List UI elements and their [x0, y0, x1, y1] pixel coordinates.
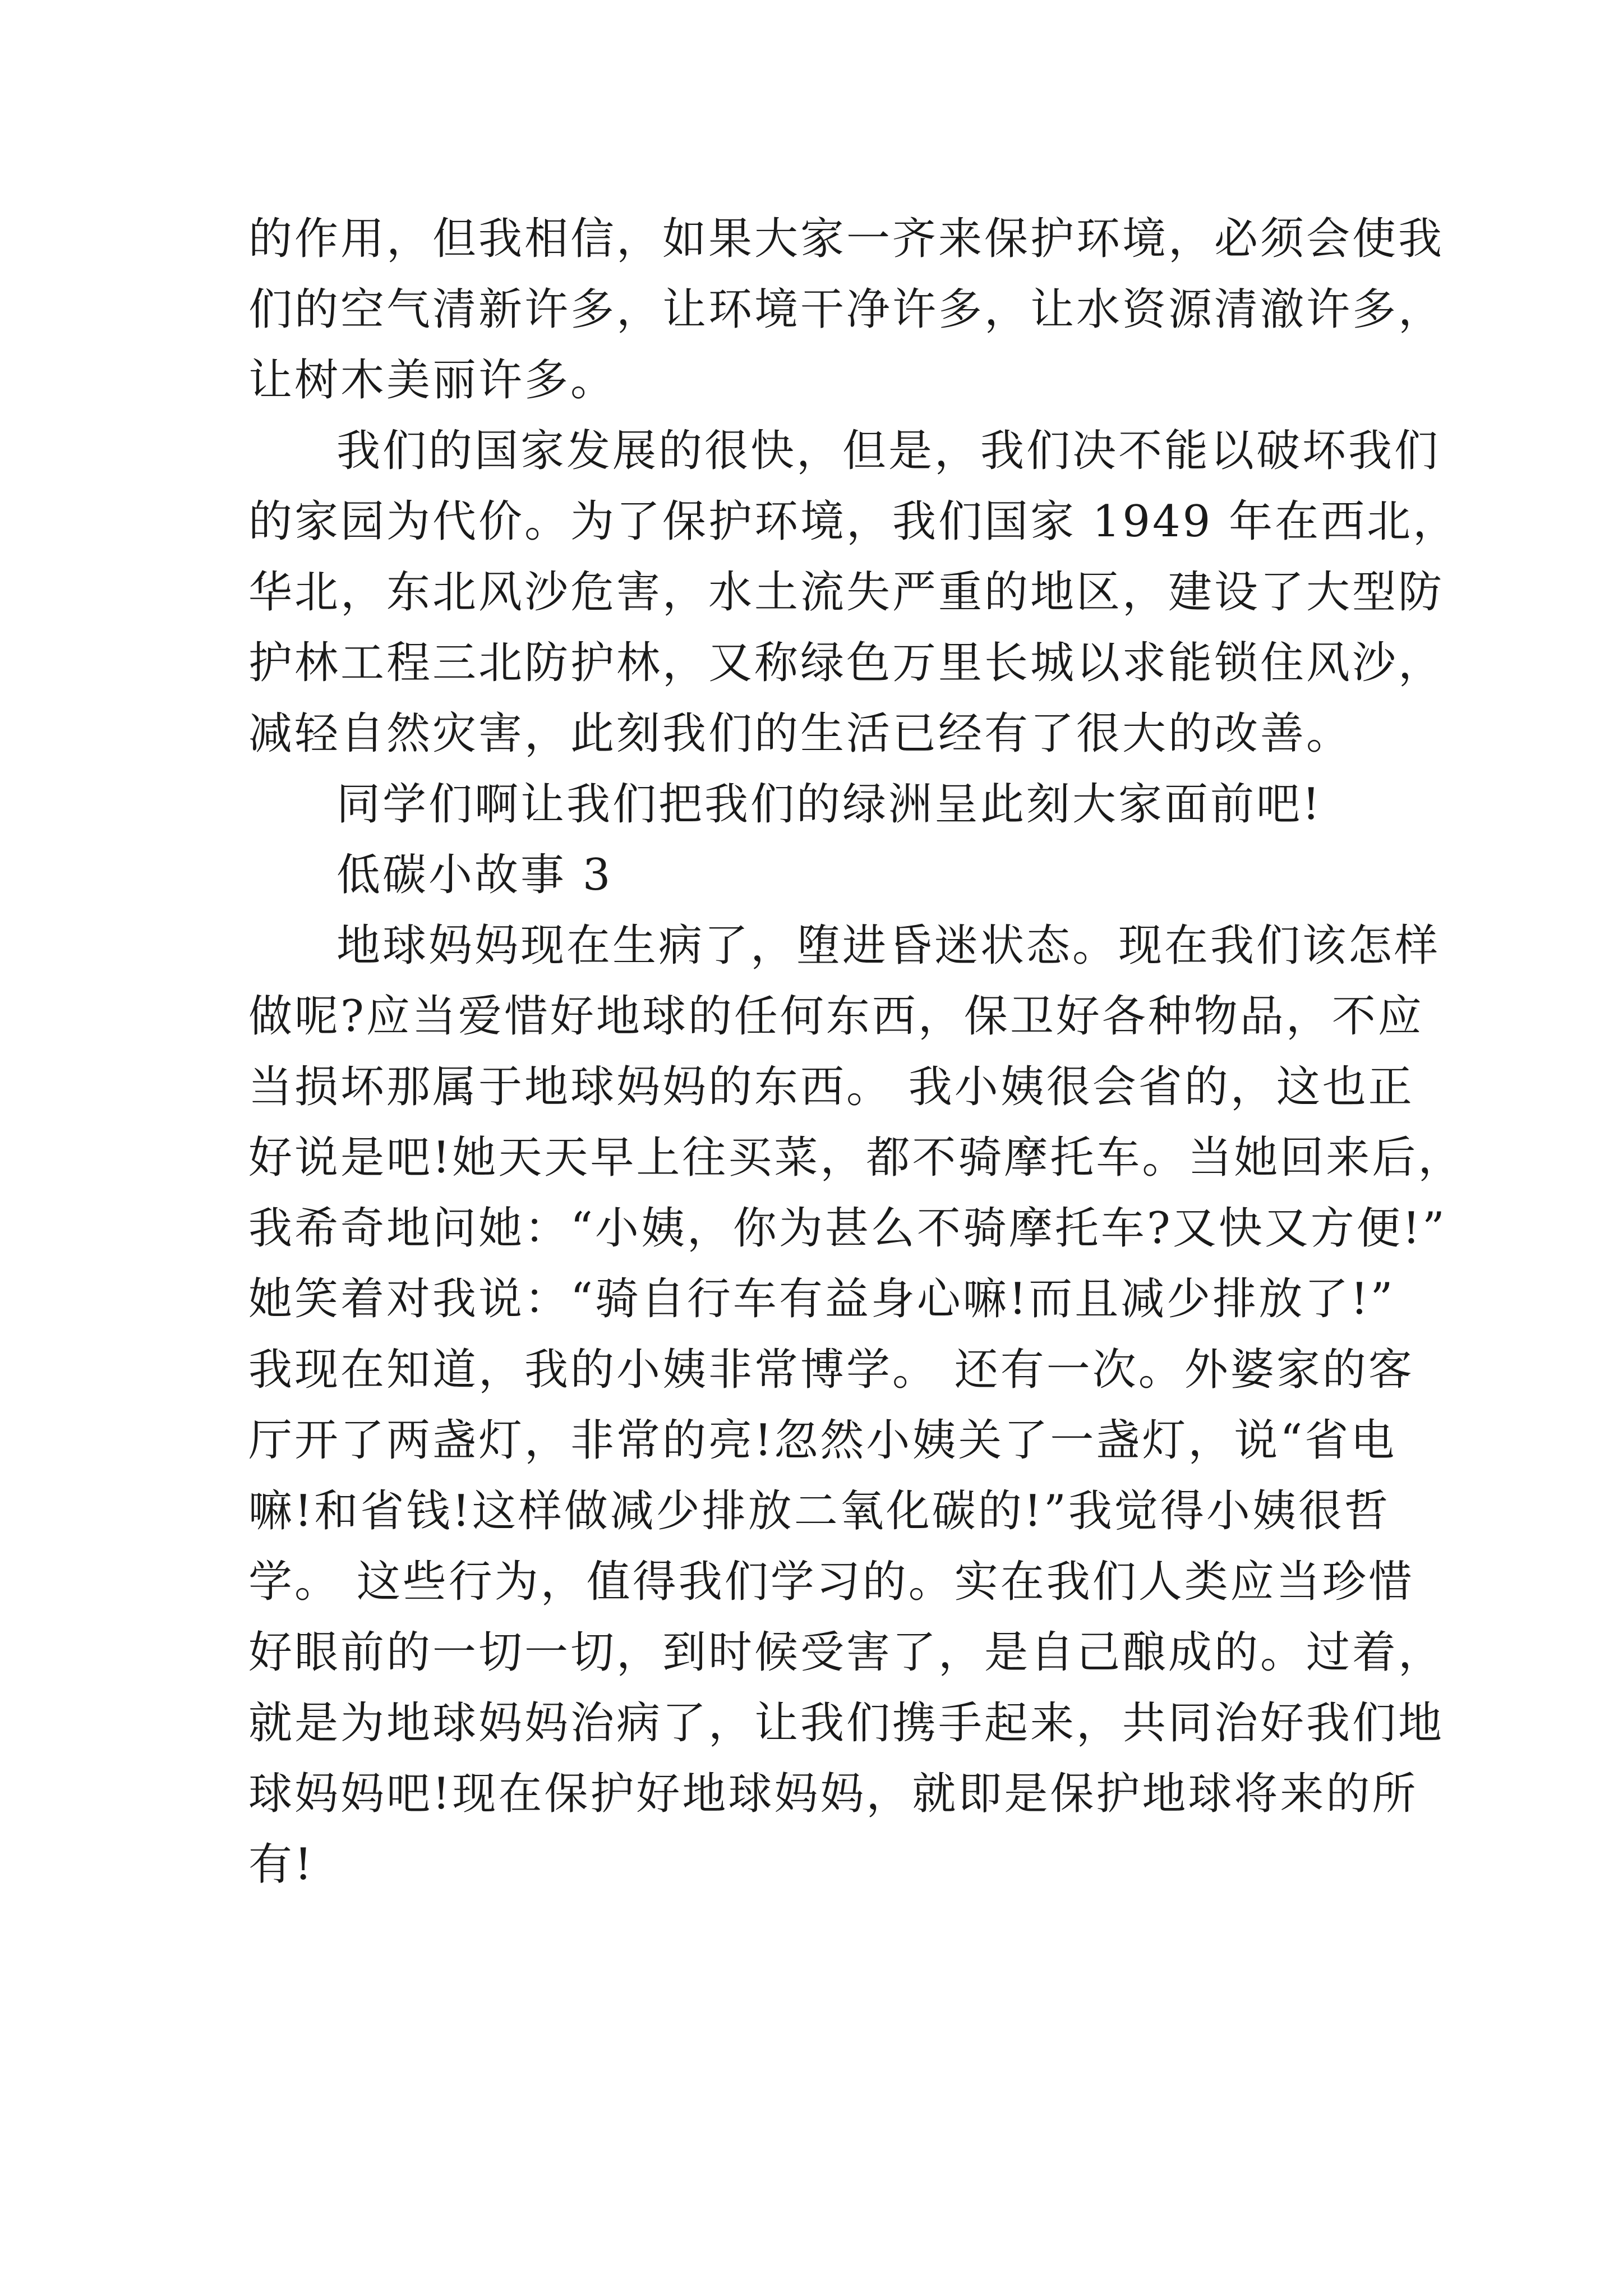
paragraph-first-line: 同学们啊让我们把我们的绿洲呈此刻大家面前吧! [336, 779, 1322, 830]
text-line: 的作用，但我相信，如果大家一齐来保护环境，必须会使我 [248, 214, 1445, 264]
text-line: 减轻自然灾害，此刻我们的生活已经有了很大的改善。 [248, 708, 1353, 759]
text-line: 就是为地球妈妈治病了，让我们携手起来，共同治好我们地 [248, 1698, 1445, 1749]
text-line: 厅开了两盏灯，非常的亮!忽然小姨关了一盏灯，说“省电 [248, 1415, 1397, 1466]
text-line: 球妈妈吧!现在保护好地球妈妈，就即是保护地球将来的所 [248, 1769, 1418, 1819]
text-line: 当损坏那属于地球妈妈的东西。 我小姨很会省的，这也正 [248, 1062, 1414, 1112]
text-line: 做呢?应当爱惜好地球的任何东西，保卫好各种物品，不应 [248, 991, 1424, 1042]
text-line: 我希奇地问她：“小姨，你为甚么不骑摩托车?又快又方便!” [248, 1203, 1447, 1254]
text-line: 嘛!和省钱!这样做减少排放二氧化碳的!”我觉得小姨很哲 [248, 1486, 1390, 1536]
text-line: 我现在知道，我的小姨非常博学。 还有一次。外婆家的客 [248, 1345, 1414, 1395]
text-line: 好说是吧!她天天早上往买菜，都不骑摩托车。当她回来后， [248, 1133, 1464, 1183]
text-line: 华北，东北风沙危害，水土流失严重的地区，建设了大型防 [248, 567, 1445, 618]
document-body [248, 204, 1464, 1900]
text-line: 她笑着对我说：“骑自行车有益身心嘛!而且减少排放了!” [248, 1274, 1395, 1324]
text-line: 有! [248, 1839, 315, 1890]
text-line: 护林工程三北防护林，又称绿色万里长城以求能锁住风沙， [248, 638, 1445, 688]
paragraph-first-line: 地球妈妈现在生病了，堕进昏迷状态。现在我们该怎样 [336, 921, 1441, 971]
text-line: 的家园为代价。为了保护环境，我们国家 1949 年在西北， [248, 496, 1459, 547]
text-line: 好眼前的一切一切，到时候受害了，是自己酿成的。过着， [248, 1627, 1445, 1678]
text-line: 学。 这些行为，值得我们学习的。实在我们人类应当珍惜 [248, 1557, 1414, 1607]
paragraph-first-line: 我们的国家发展的很快，但是，我们决不能以破坏我们 [336, 426, 1441, 476]
section-heading: 低碳小故事 3 [336, 850, 613, 900]
text-line: 让树木美丽许多。 [248, 355, 617, 406]
text-line: 们的空气清新许多，让环境干净许多，让水资源清澈许多， [248, 284, 1445, 335]
